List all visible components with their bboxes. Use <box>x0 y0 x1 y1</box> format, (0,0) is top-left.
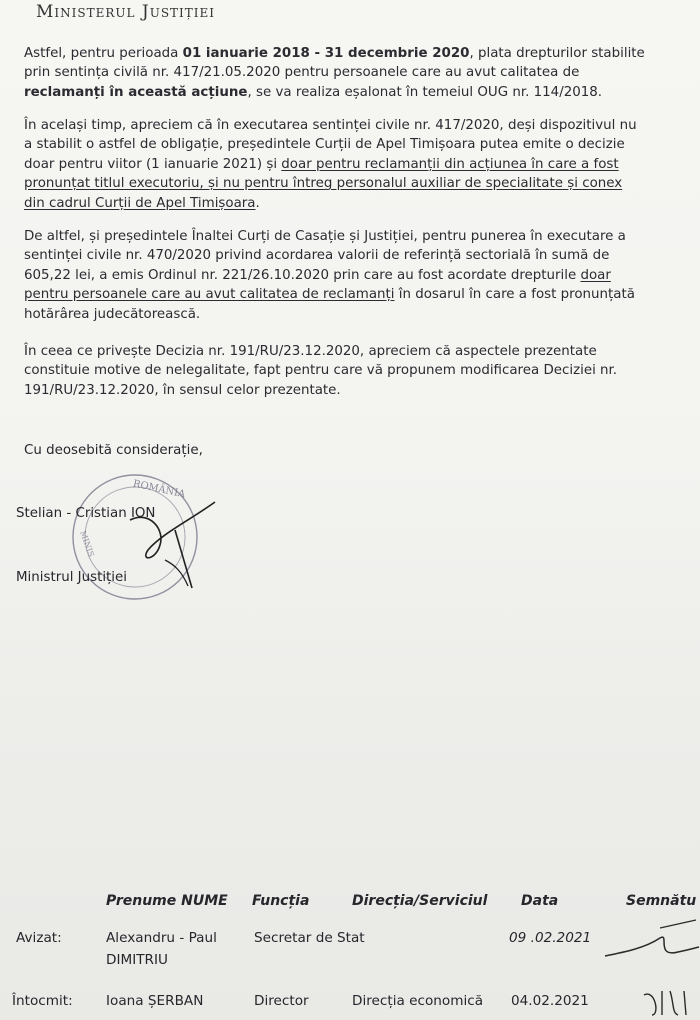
svg-text:ROMÂNIA: ROMÂNIA <box>131 478 187 501</box>
p3-underlined: pentru persoanele care au avut calitatea de reclamanți <box>24 287 395 303</box>
p2-text: doar pentru viitor (1 ianuarie 2021) și <box>24 156 282 172</box>
avizat-function: Secretar de Stat <box>254 930 365 946</box>
p4-text: 191/RU/23.12.2020, în sensul celor prezentate. <box>24 382 341 398</box>
paragraph-2 <box>24 116 700 213</box>
row-label-intocmit: Întocmit: <box>12 993 73 1009</box>
intocmit-signature <box>640 985 700 1020</box>
paragraph-1 <box>24 44 700 102</box>
closing-formula: Cu deosebită considerație, <box>24 443 203 458</box>
intocmit-date: 04.02.2021 <box>511 993 589 1009</box>
p2-text: . <box>255 195 260 211</box>
intocmit-direction: Direcția economică <box>352 993 484 1009</box>
avizat-signature <box>600 918 700 978</box>
p4-text: În ceea ce privește Decizia nr. 191/RU/23.12.2020, apreciem că aspectele prezentate <box>24 344 597 359</box>
paragraph-3 <box>24 227 700 324</box>
col-header-signature: Semnătu <box>626 893 697 909</box>
p4-text: constituie motive de nelegalitate, fapt pentru care vă propunem modificarea Deciziei nr. <box>24 363 618 379</box>
p2-underlined: nu pentru întreg personalul auxiliar de specialitate și conex <box>222 176 623 192</box>
p3-text: De altfel, și președintele Înaltei Curți de Casație și Justiției, pentru punerea în executare a <box>24 229 626 244</box>
p3-underlined: doar <box>580 267 611 283</box>
avizat-name: Alexandru - Paul <box>106 930 217 946</box>
p1-text: , se va realiza eșalonat în temeiul OUG nr. 114/2018. <box>247 84 603 100</box>
p3-text: hotărârea judecătorească. <box>24 306 201 322</box>
p3-text: sentinței civile nr. 470/2020 privind acordarea valorii de referință sectorială în sumă de <box>24 248 610 264</box>
p1-period: 01 ianuarie 2018 - 31 decembrie 2020 <box>182 46 470 61</box>
p1-text: prin sentința civilă nr. 417/21.05.2020 pentru persoanele care au avut calitatea de <box>24 65 580 81</box>
handwritten-signature <box>120 490 230 600</box>
p3-text: 605,22 lei, a emis Ordinul nr. 221/26.10.2020 prin care au fost acordate drepturile <box>24 267 581 283</box>
row-label-avizat: Avizat: <box>16 930 62 946</box>
intocmit-function: Director <box>254 993 309 1009</box>
signatory-name: Stelian - Cristian ION <box>16 506 156 521</box>
p2-underlined: pronunțat titlul executoriu, și <box>24 176 223 192</box>
col-header-date: Data <box>521 893 559 909</box>
avizat-date: 09 .02.2021 <box>509 930 592 946</box>
p3-text: în dosarul în care a fost pronunțată <box>394 287 635 303</box>
avizat-surname: DIMITRIU <box>106 952 168 968</box>
p2-underlined: doar pentru reclamanții din acțiunea în care a fost <box>281 156 619 172</box>
intocmit-name: Ioana ȘERBAN <box>106 993 204 1009</box>
p2-text: a stabilit o astfel de obligație, președintele Curții de Apel Timișoara putea emite o decizie <box>24 137 625 153</box>
p1-text: Astfel, pentru perioada <box>24 46 183 61</box>
signatory-title: Ministrul Justiției <box>16 570 127 585</box>
col-header-direction: Direcția/Serviciul <box>352 893 488 909</box>
p2-underlined: din cadrul Curții de Apel Timișoara <box>24 195 256 211</box>
ministry-header: Ministerul Justiției <box>36 2 216 22</box>
col-header-function: Funcția <box>252 893 310 909</box>
p1-bold: reclamanți în această acțiune <box>24 84 248 100</box>
col-header-name: Prenume NUME <box>106 893 228 909</box>
svg-text:MINIS: MINIS <box>78 529 96 559</box>
p2-text: În același timp, apreciem că în executarea sentinței civile nr. 417/2020, deși dispozitivul nu <box>24 118 637 133</box>
p1-text: , plata drepturilor stabilite <box>469 46 645 61</box>
paragraph-4 <box>24 342 700 400</box>
